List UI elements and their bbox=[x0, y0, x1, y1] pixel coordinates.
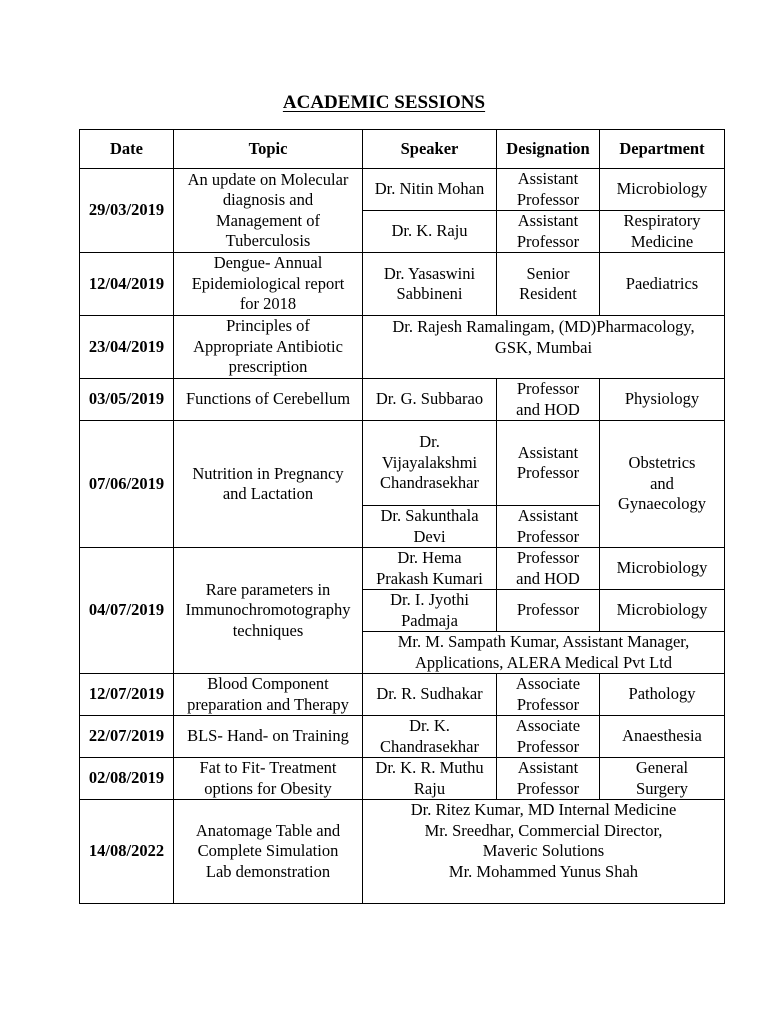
table-row bbox=[80, 379, 725, 421]
header-designation: Designation bbox=[497, 130, 600, 169]
session-designation: Assistant Professor bbox=[497, 506, 600, 548]
session-speaker-merged: Dr. Rajesh Ramalingam, (MD)Pharmacology, GSK, Mumbai bbox=[363, 316, 725, 379]
session-department: Obstetrics and Gynaecology bbox=[600, 421, 725, 548]
session-date: 07/06/2019 bbox=[80, 421, 174, 548]
session-date: 14/08/2022 bbox=[80, 800, 174, 904]
table-header-row bbox=[80, 130, 725, 169]
session-date: 02/08/2019 bbox=[80, 758, 174, 800]
session-designation: Assistant Professor bbox=[497, 169, 600, 211]
session-designation: Professor bbox=[497, 590, 600, 632]
session-topic: An update on Molecular diagnosis and Management of Tuberculosis bbox=[174, 169, 363, 253]
session-date: 12/04/2019 bbox=[80, 253, 174, 316]
session-department: Respiratory Medicine bbox=[600, 211, 725, 253]
session-speaker: Dr. I. Jyothi Padmaja bbox=[363, 590, 497, 632]
session-department: Microbiology bbox=[600, 169, 725, 211]
session-speaker: Dr. Vijayalakshmi Chandrasekhar bbox=[363, 421, 497, 506]
session-designation: Assistant Professor bbox=[497, 421, 600, 506]
table-row bbox=[80, 421, 725, 506]
session-department: Pathology bbox=[600, 674, 725, 716]
session-topic: Functions of Cerebellum bbox=[174, 379, 363, 421]
session-designation: Professor and HOD bbox=[497, 379, 600, 421]
header-topic: Topic bbox=[174, 130, 363, 169]
session-topic: Blood Component preparation and Therapy bbox=[174, 674, 363, 716]
session-speaker: Dr. K. Chandrasekhar bbox=[363, 716, 497, 758]
session-speaker: Dr. Yasaswini Sabbineni bbox=[363, 253, 497, 316]
session-department: Physiology bbox=[600, 379, 725, 421]
session-department: Anaesthesia bbox=[600, 716, 725, 758]
session-department: Microbiology bbox=[600, 548, 725, 590]
sessions-table bbox=[79, 129, 725, 904]
session-speaker-merged: Dr. Ritez Kumar, MD Internal Medicine Mr. Sreedhar, Commercial Director, Maveric Solutions Mr. Mohammed Yunus Shah bbox=[363, 800, 725, 904]
session-date: 23/04/2019 bbox=[80, 316, 174, 379]
table-row bbox=[80, 253, 725, 316]
session-designation: Assistant Professor bbox=[497, 758, 600, 800]
session-topic: Principles of Appropriate Antibiotic prescription bbox=[174, 316, 363, 379]
table-row bbox=[80, 716, 725, 758]
session-date: 12/07/2019 bbox=[80, 674, 174, 716]
table-row bbox=[80, 674, 725, 716]
session-department: Paediatrics bbox=[600, 253, 725, 316]
session-topic: Rare parameters in Immunochromotography techniques bbox=[174, 548, 363, 674]
session-designation: Senior Resident bbox=[497, 253, 600, 316]
session-date: 04/07/2019 bbox=[80, 548, 174, 674]
table-row bbox=[80, 548, 725, 590]
session-department: General Surgery bbox=[600, 758, 725, 800]
session-topic: Anatomage Table and Complete Simulation Lab demonstration bbox=[174, 800, 363, 904]
session-date: 03/05/2019 bbox=[80, 379, 174, 421]
session-date: 29/03/2019 bbox=[80, 169, 174, 253]
session-designation: Professor and HOD bbox=[497, 548, 600, 590]
header-date: Date bbox=[80, 130, 174, 169]
session-topic: BLS- Hand- on Training bbox=[174, 716, 363, 758]
session-topic: Nutrition in Pregnancy and Lactation bbox=[174, 421, 363, 548]
session-date: 22/07/2019 bbox=[80, 716, 174, 758]
table-row bbox=[80, 316, 725, 379]
session-speaker: Dr. K. R. Muthu Raju bbox=[363, 758, 497, 800]
session-speaker: Dr. Nitin Mohan bbox=[363, 169, 497, 211]
session-topic: Fat to Fit- Treatment options for Obesity bbox=[174, 758, 363, 800]
session-designation: Assistant Professor bbox=[497, 211, 600, 253]
session-speaker: Dr. Hema Prakash Kumari bbox=[363, 548, 497, 590]
session-speaker: Dr. G. Subbarao bbox=[363, 379, 497, 421]
page-title: ACADEMIC SESSIONS bbox=[282, 92, 486, 113]
session-topic: Dengue- Annual Epidemiological report for 2018 bbox=[174, 253, 363, 316]
session-speaker-merged: Mr. M. Sampath Kumar, Assistant Manager, Applications, ALERA Medical Pvt Ltd bbox=[363, 632, 725, 674]
table-row bbox=[80, 800, 725, 904]
session-designation: Associate Professor bbox=[497, 716, 600, 758]
session-department: Microbiology bbox=[600, 590, 725, 632]
session-speaker: Dr. R. Sudhakar bbox=[363, 674, 497, 716]
table-row bbox=[80, 169, 725, 211]
session-speaker: Dr. K. Raju bbox=[363, 211, 497, 253]
session-speaker: Dr. Sakunthala Devi bbox=[363, 506, 497, 548]
header-speaker: Speaker bbox=[363, 130, 497, 169]
header-department: Department bbox=[600, 130, 725, 169]
session-designation: Associate Professor bbox=[497, 674, 600, 716]
table-row bbox=[80, 758, 725, 800]
